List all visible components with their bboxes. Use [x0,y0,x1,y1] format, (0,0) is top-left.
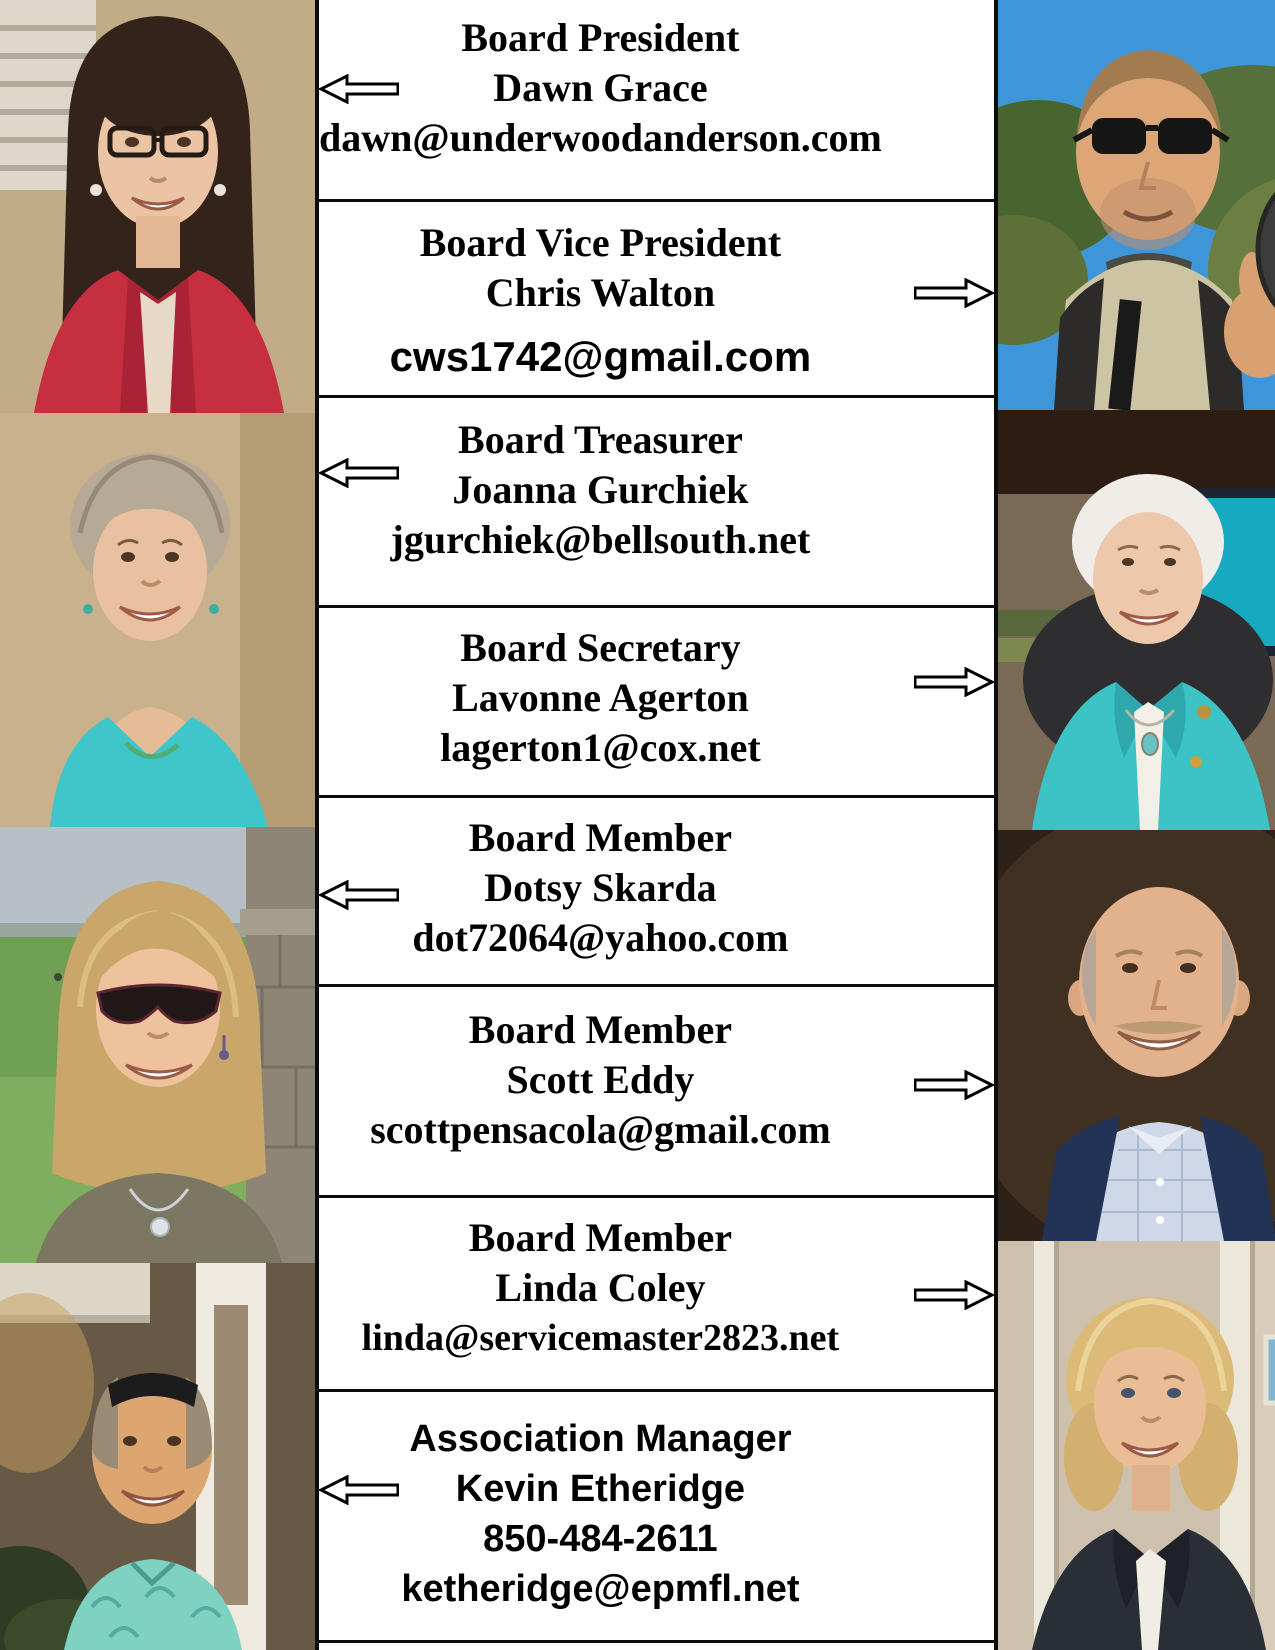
photo-linda-coley [998,1241,1275,1650]
portrait-chris-walton-illustration [998,0,1275,410]
left-arrow-icon [319,74,399,104]
portrait-lavonne-agerton-illustration [998,410,1275,830]
role-label: Board Treasurer [458,417,743,462]
card-board-member-scott [319,987,994,1198]
photo-scott-eddy [998,830,1275,1241]
photo-dotsy-skarda [0,827,315,1263]
right-arrow-icon [914,278,994,308]
card-board-member-linda [319,1198,994,1392]
info-panel [315,0,998,1650]
person-name: Joanna Gurchiek [452,467,749,512]
person-name: Lavonne Agerton [452,675,749,720]
role-label: Board Member [468,815,733,860]
card-association-manager [319,1392,994,1643]
person-name: Kevin Etheridge [455,1468,746,1510]
panel-bottom-margin [319,1643,994,1650]
person-name: Dawn Grace [493,65,708,110]
card-board-treasurer [319,398,994,608]
person-phone: 850-484-2611 [483,1518,718,1560]
role-label: Association Manager [409,1418,792,1460]
card-board-secretary [319,608,994,798]
person-email: dot72064@yahoo.com [412,915,789,960]
portrait-dawn-grace-illustration [0,0,315,413]
role-label: Board Vice President [419,220,782,265]
portrait-scott-eddy-illustration [998,830,1275,1241]
person-email: cws1742@gmail.com [389,333,812,380]
left-arrow-icon [319,880,399,910]
person-name: Dotsy Skarda [484,865,717,910]
photo-chris-walton [998,0,1275,410]
photo-dawn-grace [0,0,315,413]
person-email: jgurchiek@bellsouth.net [390,517,811,562]
person-name: Chris Walton [485,270,716,315]
photo-column-right [998,0,1275,1650]
role-label: Board Secretary [460,625,741,670]
right-arrow-icon [914,1280,994,1310]
person-email: dawn@underwoodanderson.com [319,115,882,160]
person-email: ketheridge@epmfl.net [401,1568,800,1610]
portrait-kevin-etheridge-illustration [0,1263,315,1650]
portrait-joanna-gurchiek-illustration [0,413,315,827]
photo-column-left [0,0,315,1650]
role-label: Board President [461,15,740,60]
role-label: Board Member [468,1215,733,1260]
photo-lavonne-agerton [998,410,1275,830]
photo-kevin-etheridge [0,1263,315,1650]
person-name: Linda Coley [495,1265,706,1310]
portrait-linda-coley-illustration [998,1241,1275,1650]
role-label: Board Member [468,1007,733,1052]
right-arrow-icon [914,667,994,697]
left-arrow-icon [319,458,399,488]
left-arrow-icon [319,1475,399,1505]
card-board-president [319,0,994,202]
person-email: linda@servicemaster2823.net [361,1317,840,1359]
person-email: lagerton1@cox.net [440,725,761,770]
person-email: scottpensacola@gmail.com [370,1107,831,1152]
photo-joanna-gurchiek [0,413,315,827]
right-arrow-icon [914,1070,994,1100]
portrait-dotsy-skarda-illustration [0,827,315,1263]
card-board-member-dotsy [319,798,994,987]
card-board-vice-president [319,202,994,398]
person-name: Scott Eddy [506,1057,695,1102]
